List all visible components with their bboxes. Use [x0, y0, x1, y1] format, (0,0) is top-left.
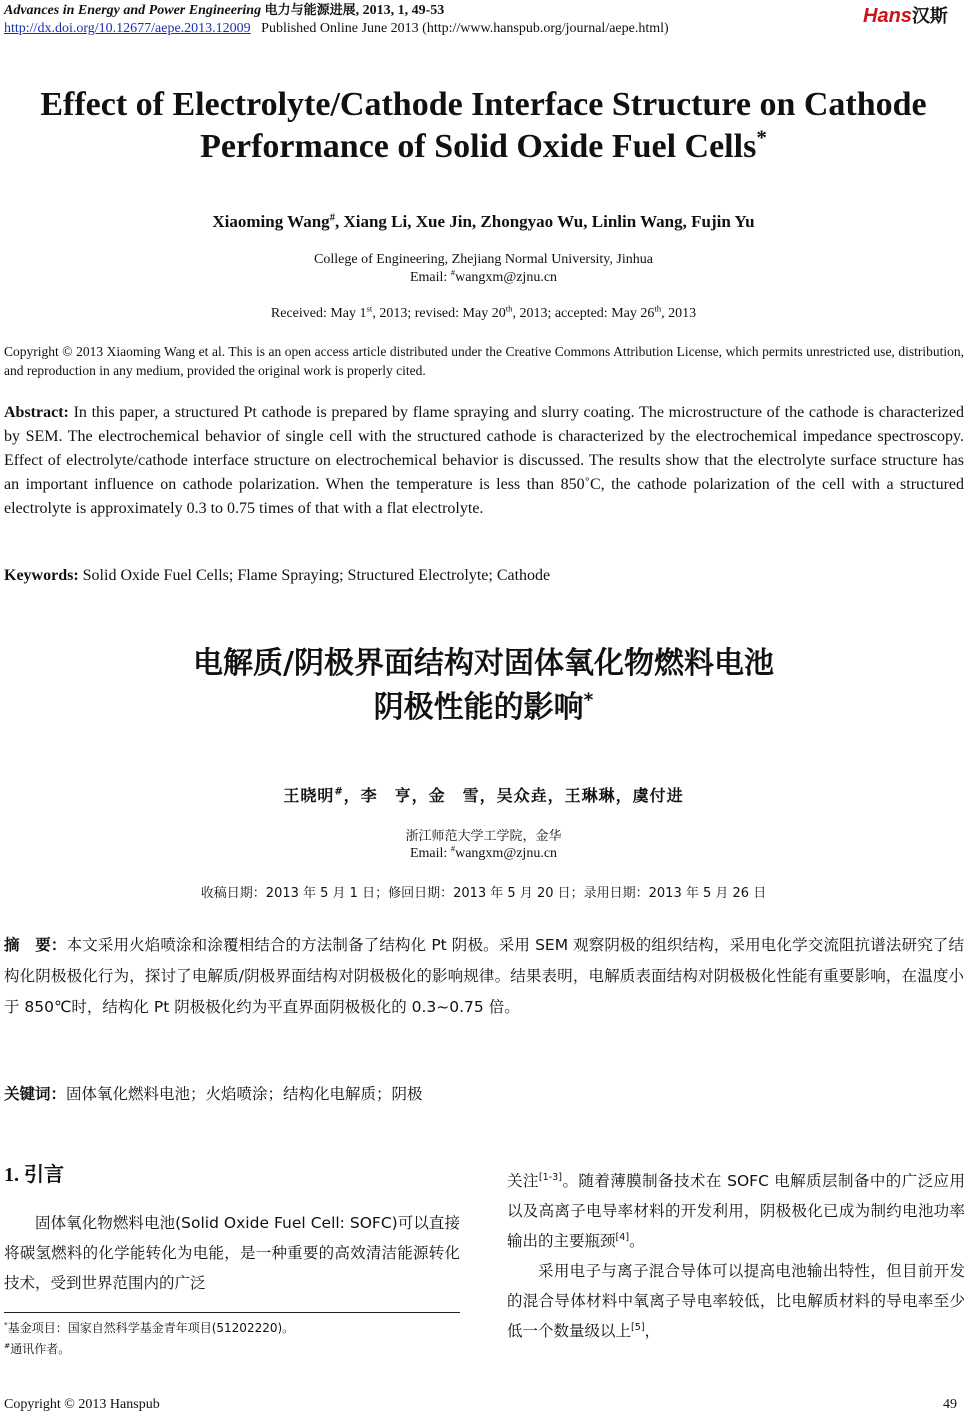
authors-cn — [0, 783, 967, 806]
email-mark: # — [450, 267, 456, 278]
citation-ref[interactable]: [4] — [615, 1231, 630, 1243]
revised-date: , 2013; revised: May 20 — [372, 306, 506, 321]
abstract-label: Abstract: — [4, 404, 69, 421]
dates-cn: 收稿日期：2013 年 5 月 1 日；修回日期：2013 年 5 月 20 日；录用日期：2013 年 5 月 26 日 — [200, 886, 767, 901]
title-cn-mark: * — [583, 690, 594, 711]
logo-hans-text: Hans — [863, 5, 912, 27]
other-authors-en: , Xiang Li, Xue Jin, Zhongyao Wu, Linlin Wang, Fujin Yu — [334, 212, 755, 231]
footnote-divider — [4, 1312, 460, 1313]
section-heading — [4, 1158, 64, 1187]
revised-sup: th — [505, 303, 513, 314]
body-text: 关注 — [507, 1172, 539, 1190]
keywords-cn-label: 关键词： — [4, 1085, 67, 1103]
abstract-cn — [4, 930, 964, 1023]
abstract-text: In this paper, a structured Pt cathode is prepared by flame spraying and slurry coating. The microstructure of the cathode is characterized by SEM. The electrochemical behavior of single cell with the structured cathode is characterized by the electrochemical impedance spectroscopy. Effect of electrolyte/cathode interface structure on electrochemical behavior is discussed. The results show that the electrolyte surface structure has an important influence on cathode polarization. When the temperature is less than 850˚C, the cathode polarization of the cell with a structured electrolyte is approximately 0.3 to 0.75 times of that with a flat electrolyte. — [4, 404, 964, 517]
body-paragraph — [507, 1256, 965, 1346]
logo-cn-text: 汉斯 — [911, 6, 948, 27]
corresponding-mark-en: # — [329, 212, 335, 224]
title-cn-line2: 阴极性能的影响 — [373, 690, 584, 725]
journal-name-cn: 电力与能源进展 — [264, 3, 356, 18]
email-address-cn[interactable]: wangxm@zjnu.cn — [455, 846, 558, 861]
affiliation-cn: 浙江师范大学工学院，金华 — [405, 829, 562, 844]
section-title: 引言 — [24, 1162, 64, 1186]
journal-volume: , 2013, 1, 49-53 — [355, 3, 445, 18]
first-author-en: Xiaoming Wang — [212, 212, 330, 231]
citation-ref[interactable]: [5] — [631, 1321, 645, 1333]
body-left-column: 固体氧化物燃料电池(Solid Oxide Fuel Cell: SOFC)可以直接将碳氢燃料的化学能转化为电能，是一种重要的高效清洁能源转化技术，受到世界范围内的广泛 — [4, 1214, 460, 1292]
keywords-en — [4, 567, 550, 585]
email-cn — [0, 843, 967, 862]
accepted-date: , 2013; accepted: May 26 — [512, 306, 655, 321]
authors-en — [0, 212, 967, 232]
page-number: 49 — [943, 1397, 957, 1412]
article-title-cn — [0, 642, 967, 730]
first-author-cn: 王晓明 — [283, 786, 335, 805]
dates-en — [0, 303, 967, 322]
keywords-cn-text: 固体氧化燃料电池；火焰喷涂；结构化电解质；阴极 — [66, 1085, 423, 1103]
email-label-cn: Email: — [409, 846, 451, 861]
received-date: Received: May 1 — [270, 306, 367, 321]
keywords-text: Solid Oxide Fuel Cells; Flame Spraying; Structured Electrolyte; Cathode — [78, 567, 551, 584]
body-text: ， — [644, 1322, 661, 1340]
accepted-sup: th — [654, 303, 662, 314]
body-text: 。随着薄膜制备技术在 SOFC 电解质层制备中的广泛应用以及高离子电导率材料的开发利用，阴极极化已成为制约电池功率输出的主要瓶颈 — [507, 1172, 965, 1250]
title-en-line2: Performance of Solid Oxide Fuel Cells — [200, 128, 757, 165]
other-authors-cn: ，李 亨，金 雪，吴众垚，王琳琳，虞付进 — [343, 786, 684, 805]
keywords-cn — [4, 1082, 423, 1104]
abstract-cn-text: 本文采用火焰喷涂和涂覆相结合的方法制备了结构化 Pt 阴极。采用 SEM 观察阴极的组织结构，采用电化学交流阻抗谱法研究了结构化阴极极化行为，探讨了电解质/阴极界面结构对阴极极化的影响规律。结果表明，电解质表面结构对阴极极化性能有重要影响，在温度小于 850℃时，结构化 Pt 阴极极化约为平直界面阴极极化的 0.3~0.75 倍。 — [4, 936, 964, 1016]
abstract-cn-label: 摘 要： — [4, 936, 67, 954]
journal-name: Advances in Energy and Power Engineering — [4, 3, 262, 18]
copyright-notice: Copyright © 2013 Xiaoming Wang et al. This is an open access article distributed under the Creative Commons Attribution License, which permits unrestricted use, distribution, and reproduction in any medium, provided the original work is properly cited. — [4, 344, 964, 378]
article-title-en — [0, 84, 967, 168]
section-number: 1. — [4, 1164, 24, 1186]
corr-mark: # — [4, 1341, 11, 1350]
title-en-line1: Effect of Electrolyte/Cathode Interface Structure on Cathode — [40, 86, 927, 123]
received-sup: st — [366, 303, 373, 314]
body-paragraph — [507, 1166, 965, 1256]
title-en-mark: * — [756, 125, 767, 150]
corresponding-mark-cn: # — [334, 786, 344, 798]
running-header — [4, 2, 669, 38]
citation-ref[interactable]: [1-3] — [538, 1171, 563, 1183]
fund-note: 基金项目：国家自然科学基金青年项目(51202220)。 — [7, 1321, 295, 1335]
body-text: 。 — [629, 1232, 645, 1250]
hanspub-logo — [863, 2, 959, 27]
body-right-column — [507, 1166, 965, 1346]
fund-mark: * — [4, 1320, 8, 1329]
email-mark-cn: # — [450, 843, 456, 854]
footer-copyright: Copyright © 2013 Hanspub — [4, 1397, 160, 1412]
abstract-en — [4, 401, 964, 521]
footnotes — [4, 1318, 294, 1360]
email-en — [0, 267, 967, 286]
accepted-year: , 2013 — [661, 306, 697, 321]
body-text: 采用电子与离子混合导体可以提高电池输出特性，但目前开发的混合导体材料中氧离子导电率较低，比电解质材料的导电率至少低一个数量级以上 — [507, 1262, 965, 1340]
email-address[interactable]: wangxm@zjnu.cn — [455, 270, 558, 285]
affiliation-en: College of Engineering, Zhejiang Normal University, Jinhua — [314, 252, 653, 267]
title-cn-line1: 电解质/阴极界面结构对固体氧化物燃料电池 — [193, 646, 774, 681]
published-online: Published Online June 2013 (http://www.hanspub.org/journal/aepe.html) — [261, 21, 669, 36]
doi-link[interactable]: http://dx.doi.org/10.12677/aepe.2013.12009 — [4, 21, 251, 36]
corr-note: 通讯作者。 — [10, 1342, 71, 1356]
keywords-label: Keywords: — [4, 567, 79, 584]
email-label: Email: — [409, 270, 451, 285]
